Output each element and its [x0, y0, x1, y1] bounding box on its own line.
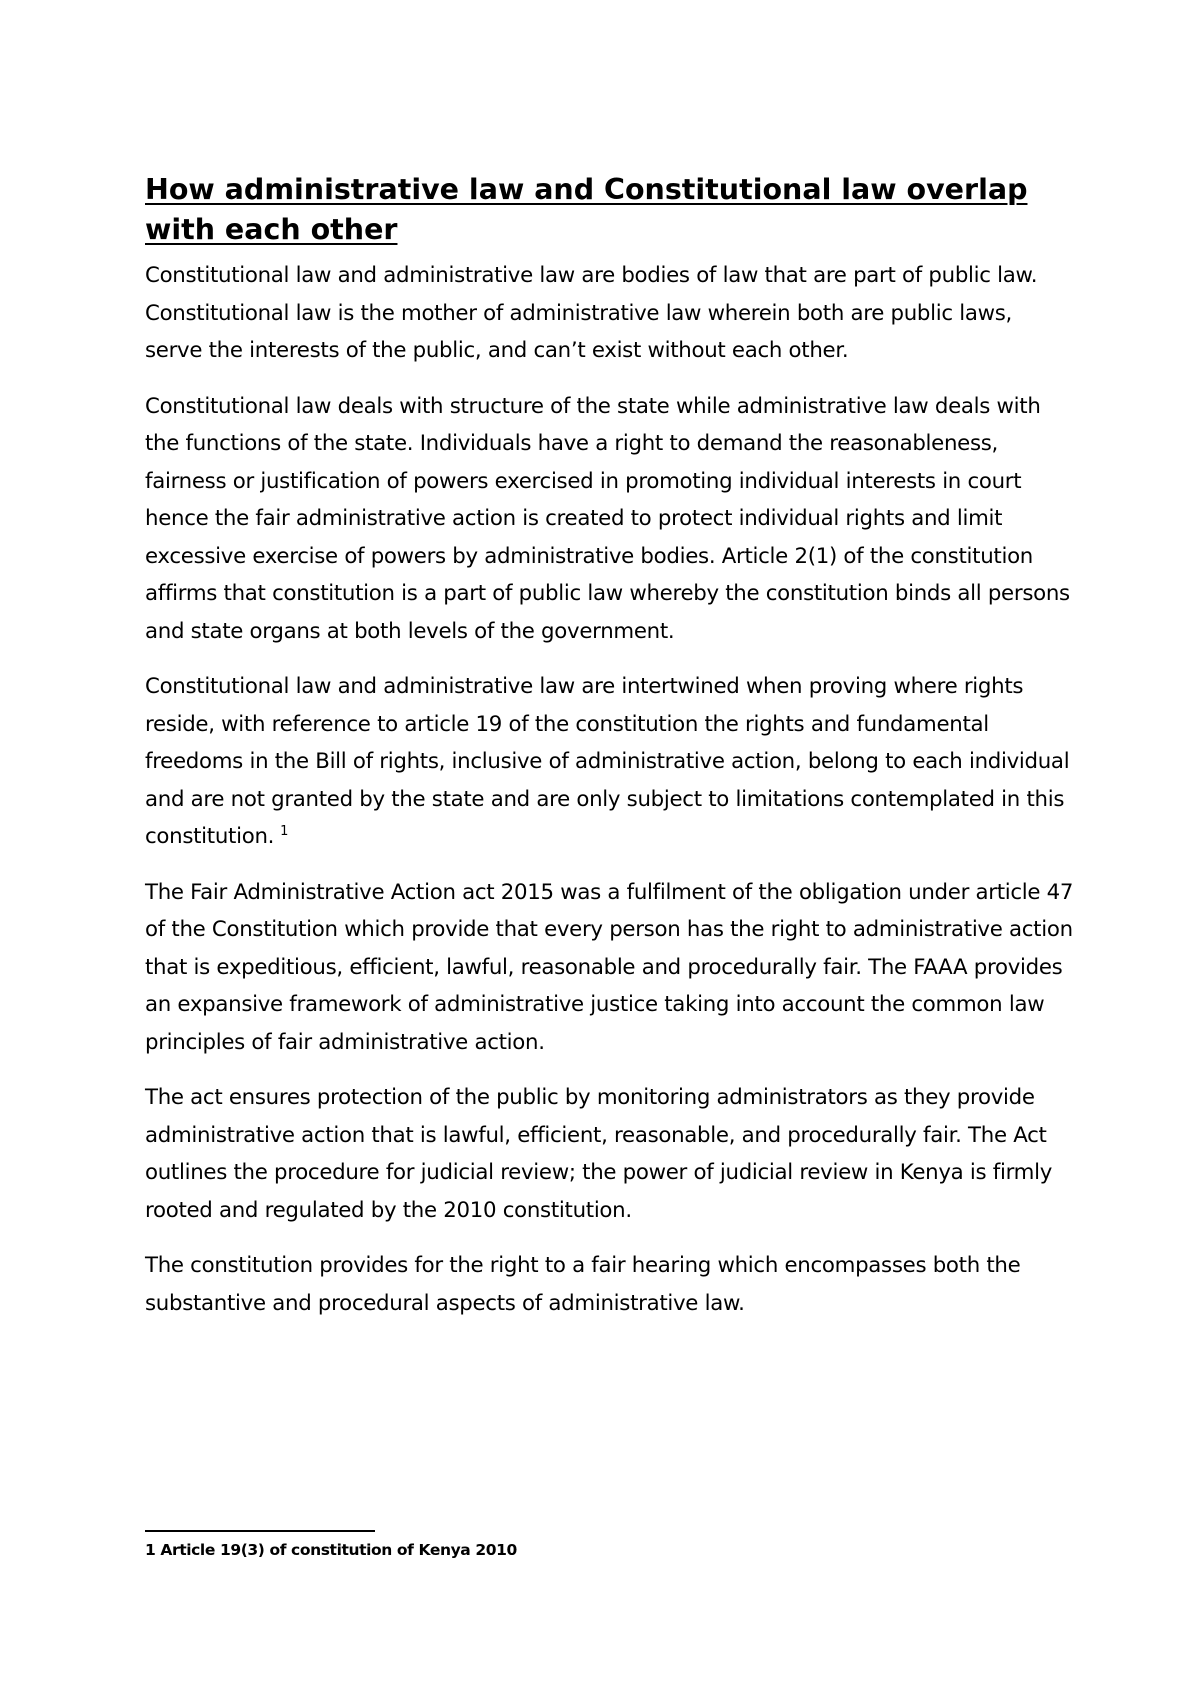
paragraph-1: Constitutional law and administrative law are bodies of law that are part of public law. Constitutional law is the mother of administrative law wherein both are public laws, serve the interests of the public, and can’t exist without each other. — [145, 263, 1038, 363]
paragraph-2: Constitutional law deals with structure of the state while administrative law deals with the functions of the state. Individuals have a right to demand the reasonableness, fairness or justification of powers exercised in promoting individual interests in court hence the fair administrative action is created to protect individual rights and limit excessive exercise of powers by administrative bodies. Article 2(1) of the constitution affirms that constitution is a part of public law whereby the constitution binds all persons and state organs at both levels of the government. — [145, 393, 1070, 644]
footnote-separator — [145, 1530, 375, 1532]
paragraph-4: The Fair Administrative Action act 2015 was a fulfilment of the obligation under article 47 of the Constitution which provide that every person has the right to administrative action that is expeditious, efficient, lawful, reasonable and procedurally fair. The FAAA provides an expansive framework of administrative justice taking into account the common law principles of fair administrative action. — [145, 879, 1074, 1055]
paragraph-3 — [145, 668, 1075, 856]
paragraph-6: The constitution provides for the right to a fair hearing which encompasses both the substantive and procedural aspects of administrative law. — [145, 1253, 1021, 1316]
paragraph-3-text: Constitutional law and administrative law are intertwined when proving where rights reside, with reference to article 19 of the constitution the rights and fundamental freedoms in the Bill of rights, inclusive of administrative action, belong to each individual and are not granted by the state and are only subject to limitations contemplated in this constitution. — [145, 674, 1070, 849]
document-body — [145, 170, 1075, 1340]
footnote: 1 Article 19(3) of constitution of Kenya 2010 — [145, 1541, 517, 1559]
document-title: How administrative law and Constitutional law overlap with each other — [145, 173, 1028, 246]
footnote-reference[interactable]: 1 — [280, 823, 289, 839]
paragraph-5: The act ensures protection of the public by monitoring administrators as they provide administrative action that is lawful, efficient, reasonable, and procedurally fair. The Act outlines the procedure for judicial review; the power of judicial review in Kenya is firmly rooted and regulated by the 2010 constitution. — [145, 1085, 1053, 1223]
